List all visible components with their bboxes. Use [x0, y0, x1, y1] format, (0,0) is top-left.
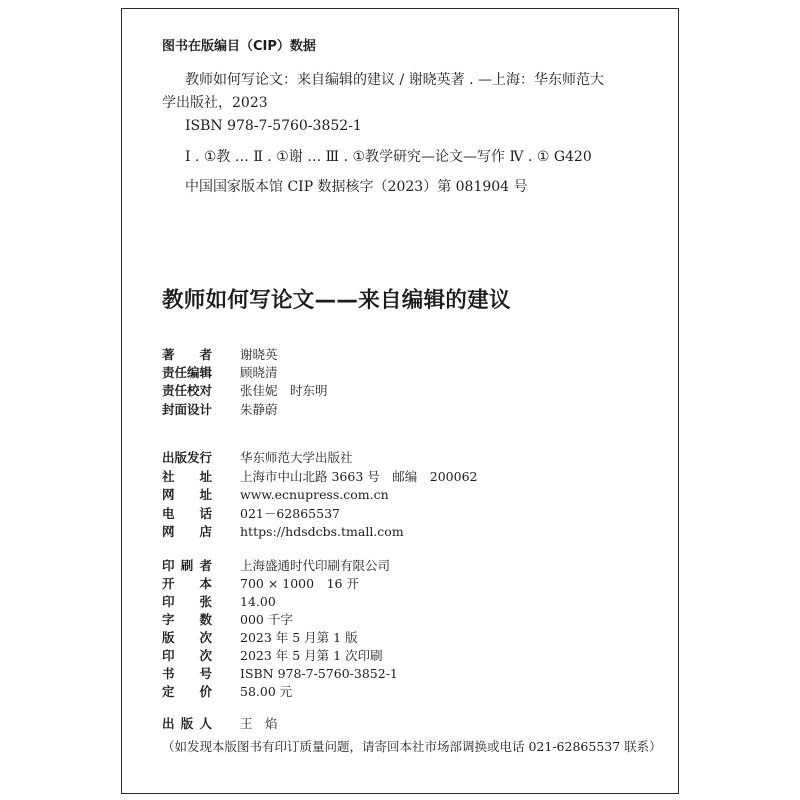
row-value: 朱静蔚 — [240, 401, 278, 417]
row-label: 封面设计 — [162, 401, 213, 417]
row-value: 上海盛通时代印刷有限公司 — [240, 557, 391, 573]
row-label: 版 次 — [162, 629, 213, 645]
row-label: 责任编辑 — [162, 365, 213, 381]
book-title: 教师如何写论文——来自编辑的建议 — [162, 288, 511, 313]
row-label: 电 话 — [162, 505, 213, 521]
row-value: 700 × 1000 16 开 — [240, 575, 359, 591]
row-value: 14.00 — [240, 593, 276, 609]
row-website — [162, 486, 477, 505]
row-proofreader — [162, 383, 328, 401]
row-value: 2023 年 5 月第 1 次印刷 — [240, 647, 383, 663]
row-label: 印 次 — [162, 647, 213, 663]
row-value: 华东师范大学出版社 — [240, 450, 353, 465]
row-price — [162, 683, 398, 701]
cip-heading: 图书在版编目（CIP）数据 — [162, 39, 316, 54]
row-label: 社 址 — [162, 468, 213, 484]
row-responsible-editor — [162, 364, 328, 382]
row-value: 王 焰 — [240, 715, 278, 731]
row-publisher — [162, 449, 477, 468]
row-label: 书 号 — [162, 665, 213, 681]
row-value: 000 千字 — [240, 611, 293, 627]
row-value: https://hdsdcbs.tmall.com — [240, 524, 404, 539]
row-author — [162, 346, 328, 364]
row-label: 出 版 人 — [162, 715, 212, 731]
row-label: 出版发行 — [162, 450, 213, 465]
row-impression — [162, 647, 398, 665]
publisher-person-block — [162, 715, 278, 733]
row-value: 张佳妮 时东明 — [240, 383, 328, 399]
row-label: 著 者 — [162, 346, 213, 362]
row-phone — [162, 505, 477, 524]
cip-classification: Ⅰ . ①教 … Ⅱ . ①谢 … Ⅲ . ①教学研究—论文—写作 Ⅳ . ① G420 — [185, 149, 592, 165]
row-label: 定 价 — [162, 683, 213, 699]
cip-isbn: ISBN 978-7-5760-3852-1 — [185, 118, 362, 134]
credits-block — [162, 346, 328, 419]
row-value: 上海市中山北路 3663 号 邮编 200062 — [240, 468, 478, 484]
row-book-number — [162, 665, 398, 683]
row-word-count — [162, 611, 398, 629]
row-label: 字 数 — [162, 611, 213, 627]
cip-number: 中国国家版本馆 CIP 数据核字（2023）第 081904 号 — [185, 179, 528, 195]
row-label: 责任校对 — [162, 383, 213, 399]
row-value: www.ecnupress.com.cn — [240, 487, 389, 502]
row-publisher-person — [162, 715, 278, 733]
row-online-store — [162, 523, 477, 542]
row-printer — [162, 557, 398, 575]
publisher-block — [162, 449, 477, 542]
row-label: 印 张 — [162, 593, 213, 609]
row-value: 2023 年 5 月第 1 版 — [240, 629, 358, 645]
cip-entry-line: 教师如何写论文：来自编辑的建议 / 谢晓英著 . —上海：华东师范大 — [185, 72, 604, 88]
row-address — [162, 468, 477, 487]
row-value: 顾晓清 — [240, 365, 278, 381]
row-value: 021－62865537 — [240, 505, 340, 521]
row-format — [162, 575, 398, 593]
row-label: 开 本 — [162, 575, 213, 591]
row-cover-design — [162, 401, 328, 419]
row-value: 58.00 元 — [240, 683, 293, 699]
row-label: 网 址 — [162, 487, 213, 502]
row-edition — [162, 629, 398, 647]
cip-entry-line: 学出版社，2023 — [162, 95, 268, 111]
printing-block — [162, 557, 398, 701]
row-printed-sheets — [162, 593, 398, 611]
row-value: 谢晓英 — [240, 346, 278, 362]
row-value: ISBN 978-7-5760-3852-1 — [240, 665, 398, 681]
quality-notice: （如发现本版图书有印订质量问题，请寄回本社市场部调换或电话 021-62865537 联系） — [162, 739, 662, 754]
row-label: 印 刷 者 — [162, 557, 212, 573]
row-label: 网 店 — [162, 524, 213, 539]
